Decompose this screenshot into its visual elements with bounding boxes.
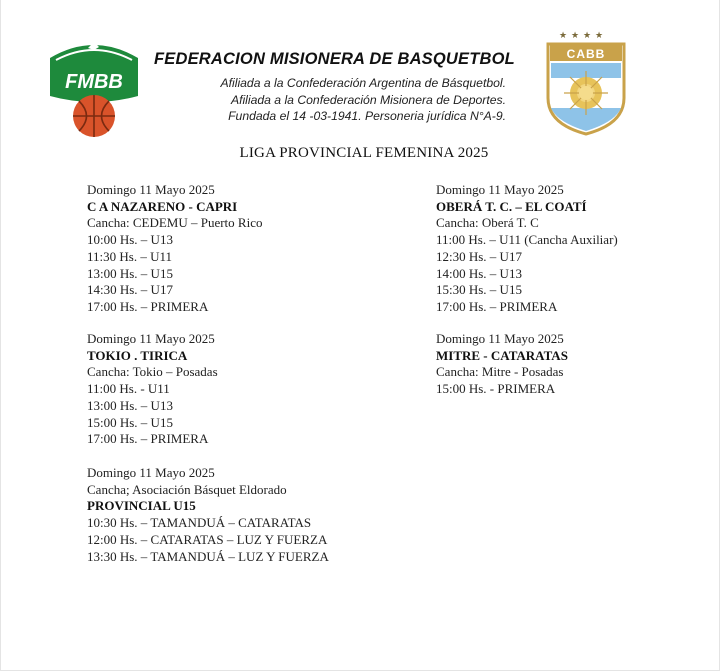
svg-text:★: ★ [559,31,568,41]
schedule-block [436,182,618,316]
schedule-block [87,182,262,316]
game-time: 13:00 Hs. – U15 [87,265,173,281]
schedule-block [87,331,218,448]
match-venue: Cancha: Tokio – Posadas [87,364,218,380]
game-time: 17:00 Hs. – PRIMERA [87,298,209,314]
match-teams: C A NAZARENO - CAPRI [87,198,238,214]
founding-line: Fundada el 14 -03-1941. Personeria jurídica N°A-9. [228,109,506,123]
federation-affiliations [150,75,506,125]
game-time: 10:30 Hs. – TAMANDUÁ – CATARATAS [87,515,312,531]
match-date: Domingo 11 Mayo 2025 [87,465,215,480]
game-time: 13:00 Hs. – U13 [87,397,173,413]
federation-title: FEDERACION MISIONERA DE BASQUETBOL [154,50,515,68]
game-time: 14:30 Hs. – U17 [87,282,173,298]
cabb-logo [545,28,627,136]
svg-text:★: ★ [583,31,592,41]
fmbb-logo-text: FMBB [65,71,123,93]
match-venue: Cancha; Asociación Básquet Eldorado [87,481,287,497]
game-time: 13:30 Hs. – TAMANDUÁ – LUZ Y FUERZA [87,548,329,564]
affiliation-line: Afiliada a la Confederación Misionera de Deportes. [230,92,506,107]
game-time: 14:00 Hs. – U13 [436,265,522,281]
game-time: 15:30 Hs. – U15 [436,282,522,298]
game-time: 15:00 Hs. - PRIMERA [436,381,556,397]
match-date: Domingo 11 Mayo 2025 [436,331,564,346]
game-time: 17:00 Hs. – PRIMERA [436,298,558,314]
match-date: Domingo 11 Mayo 2025 [436,182,564,197]
cabb-logo-text: CABB [566,47,606,61]
document-title: LIGA PROVINCIAL FEMENINA 2025 [239,145,489,161]
game-time: 10:00 Hs. – U13 [87,232,173,248]
game-time: 11:00 Hs. – U11 (Cancha Auxiliar) [436,232,618,248]
match-date: Domingo 11 Mayo 2025 [87,331,215,346]
svg-text:★: ★ [595,31,604,41]
fmbb-logo [46,38,142,138]
tournament-name: PROVINCIAL U15 [87,498,196,514]
game-time: 15:00 Hs. – U15 [87,414,173,430]
schedule-block [87,465,329,565]
match-teams: TOKIO . TIRICA [87,347,188,363]
svg-text:★: ★ [571,31,580,41]
game-time: 12:30 Hs. – U17 [436,248,522,264]
game-time: 11:30 Hs. – U11 [87,248,172,264]
game-time: 17:00 Hs. – PRIMERA [87,431,209,447]
game-time: 11:00 Hs. - U11 [87,381,170,397]
affiliation-line: Afiliada a la Confederación Argentina de Básquetbol. [220,76,506,90]
match-venue: Cancha: Mitre - Posadas [436,364,564,380]
game-time: 12:00 Hs. – CATARATAS – LUZ Y FUERZA [87,531,328,547]
match-teams: MITRE - CATARATAS [436,347,568,363]
match-venue: Cancha: Oberá T. C [436,215,539,231]
match-teams: OBERÁ T. C. – EL COATÍ [436,198,587,214]
match-date: Domingo 11 Mayo 2025 [87,182,215,197]
match-venue: Cancha: CEDEMU – Puerto Rico [87,215,263,231]
schedule-block [436,331,568,398]
